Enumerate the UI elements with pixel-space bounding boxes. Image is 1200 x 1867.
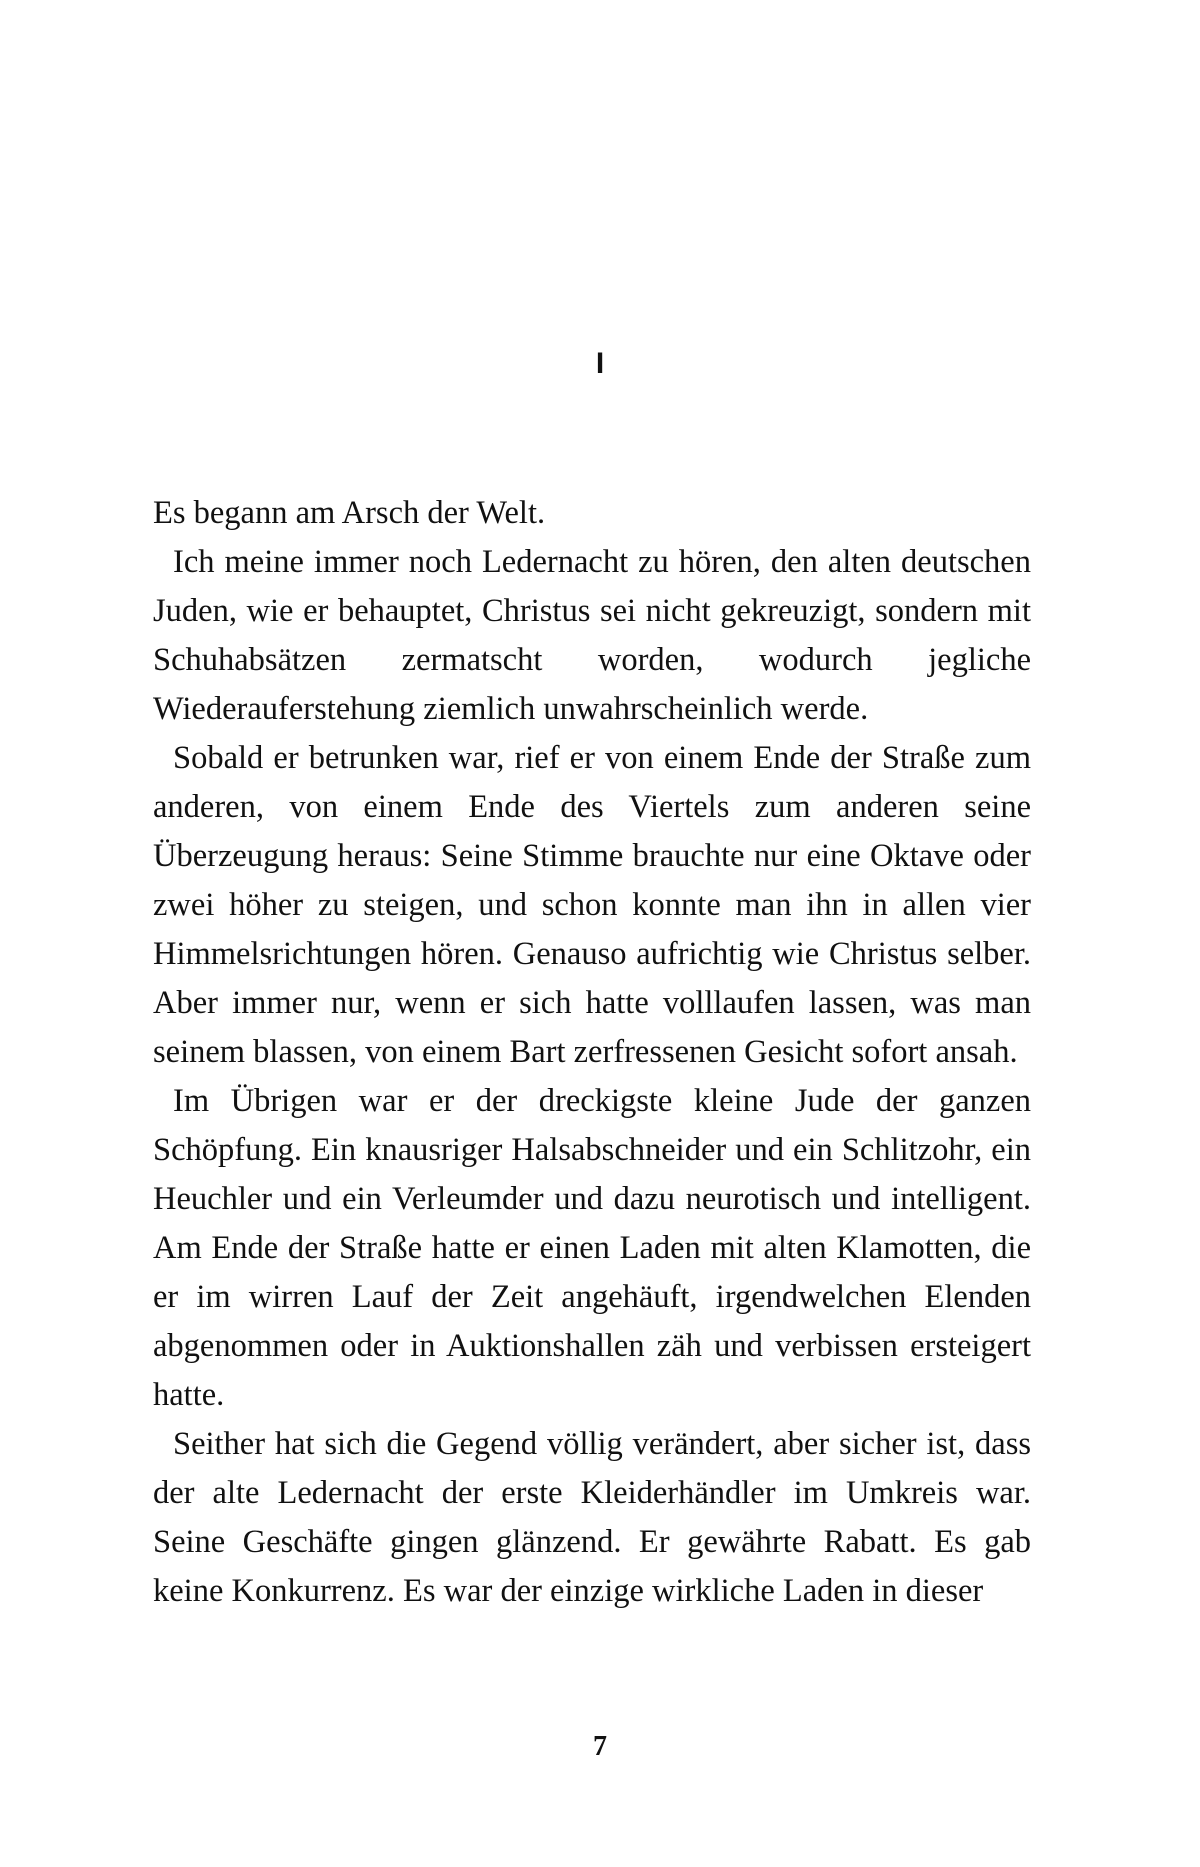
paragraph-4: Im Übrigen war er der dreckigste kleine Jude der ganzen Schöpfung. Ein knausriger Halsabschneider und ein Schlitzohr, ein Heuchler und ein Verleumder und dazu neurotisch und intelligent. Am Ende der Straße hatte er einen Laden mit alten Klamotten, die er im wirren Lauf der Zeit angehäuft, irgendwelchen Elenden abgenommen oder in Auktionshallen zäh und verbissen ersteigert hatte. <box>153 1083 1031 1413</box>
paragraph-3: Sobald er betrunken war, rief er von einem Ende der Straße zum anderen, von einem Ende des Viertels zum anderen seine Überzeugung heraus: Seine Stimme brauchte nur eine Oktave oder zwei höher zu steigen, und schon konnte man ihn in allen vier Himmelsrichtungen hören. Genauso aufrichtig wie Christus selber. Aber immer nur, wenn er sich hatte volllaufen lassen, was man seinem blassen, von einem Bart zerfressenen Gesicht sofort ansah. <box>153 740 1031 1070</box>
paragraph-2: Ich meine immer noch Ledernacht zu hören, den alten deutschen Juden, wie er behauptet, Christus sei nicht gekreuzigt, sondern mit Schuhabsätzen zermatscht worden, wodurch jegliche Wiederauferstehung ziemlich unwahrscheinlich werde. <box>153 544 1031 727</box>
body-text <box>153 489 1031 1616</box>
chapter-number: I <box>595 347 605 380</box>
page-number: 7 <box>593 1731 607 1762</box>
paragraph-1: Es begann am Arsch der Welt. <box>153 495 546 531</box>
paragraph-5: Seither hat sich die Gegend völlig verändert, aber sicher ist, dass der alte Ledernacht der erste Kleiderhändler im Umkreis war. Seine Geschäfte gingen glänzend. Er gewährte Rabatt. Es gab keine Konkurrenz. Es war der einzige wirkliche Laden in dieser <box>153 1426 1031 1609</box>
